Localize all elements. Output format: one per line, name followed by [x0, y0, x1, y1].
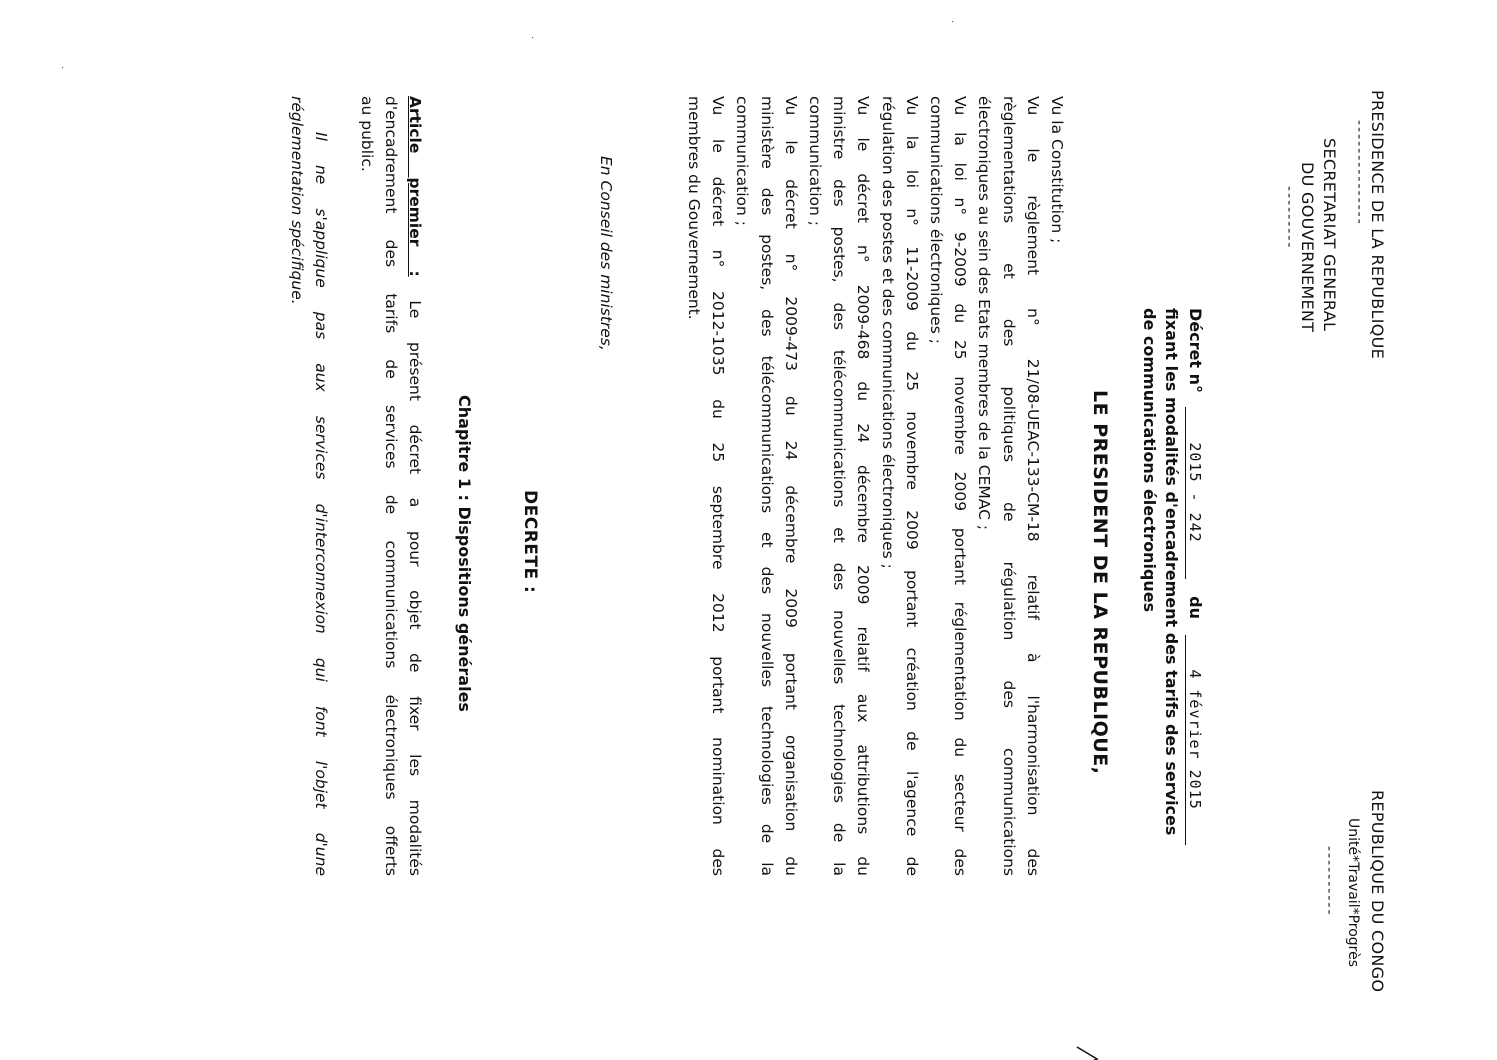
chapter-heading: Chapitre 1 : Dispositions générales — [455, 395, 474, 712]
scan-speck: · — [946, 20, 957, 24]
visa-line: régulation des postes et des communications électroniques ; — [878, 96, 897, 569]
visa-line: Vu la Constitution ; — [1048, 96, 1066, 244]
scan-speck: · — [526, 36, 537, 40]
conseil-line: En Conseil des ministres, — [597, 156, 615, 351]
decree-date: 4 février 2015 — [1185, 635, 1204, 845]
decree-number-line — [1185, 308, 1205, 845]
article-1-line-1 — [403, 96, 427, 876]
decree-du: du — [1186, 596, 1205, 619]
visa-line: Vu le décret n° 2009-473 du 24 décembre 2009 portant organisation du — [781, 96, 800, 876]
visa-line: Vu le décret n° 2009-468 du 24 décembre 2009 relatif aux attributions du — [854, 96, 873, 876]
visa-line: ministère des postes, des télécommunications et des nouvelles technologies de la — [757, 96, 776, 876]
header-republique: REPUBLIQUE DU CONGO — [1368, 790, 1387, 993]
visa-line: Vu le règlement n° 21/08-UEAC-133-CM-18 relatif à l'harmonisation des — [1023, 96, 1042, 876]
header-dashes-1: --------------- — [1351, 120, 1367, 226]
article-1-label: Article premier : — [406, 96, 424, 277]
visa-line: ministre des postes, des télécommunications et des nouvelles technologies de la — [830, 96, 849, 876]
header-secretariat: SECRETARIAT GENERAL — [1320, 138, 1339, 332]
header-presidence: PRESIDENCE DE LA REPUBLIQUE — [1368, 90, 1387, 360]
article-1-text: Le présent décret a pour objet de fixer les modalités — [406, 300, 424, 876]
header-motto: Unité*Travail*Progrès — [1345, 818, 1361, 968]
handwritten-mark-icon — [1073, 1045, 1107, 1060]
visa-line: membres du Gouvernement. — [684, 96, 703, 320]
president-heading: LE PRESIDENT DE LA REPUBLIQUE, — [1089, 390, 1111, 775]
decree-title-2: de communications électroniques — [1140, 308, 1159, 613]
article-1-line-2: d'encadrement des tarifs de services de communications électroniques offerts — [381, 96, 400, 876]
visa-line: communication ; — [733, 96, 752, 227]
paragraph-2-line-1: Il ne s'applique pas aux services d'interconnexion qui font l'objet d'une — [312, 132, 330, 876]
paragraph-2-line-2: réglementation spécifique. — [287, 96, 306, 305]
visa-line: Vu le décret n° 2012-1035 du 25 septembre 2012 portant nomination des — [709, 96, 728, 876]
decree-number: 2015 - 242 — [1185, 407, 1204, 579]
article-1-line-3: au public. — [357, 96, 376, 172]
visas-block — [682, 96, 1069, 876]
visa-line: communications électroniques ; — [926, 96, 945, 344]
article-1 — [354, 96, 427, 876]
header-gouvernement: DU GOUVERNEMENT — [1298, 162, 1317, 333]
header-dashes-2: --------- — [1281, 186, 1297, 250]
decrete-heading: DECRETE : — [520, 490, 540, 594]
visa-line: communication ; — [805, 96, 824, 227]
visa-line: règlementations et des politiques de régulation des communications — [999, 96, 1018, 876]
visa-line: électroniques au sein des Etats membres de la CEMAC ; — [975, 96, 994, 531]
visa-line: Vu la loi n° 11-2009 du 25 novembre 2009 portant création de l'agence de — [902, 96, 921, 876]
scan-speck: · — [56, 66, 67, 70]
header-dashes-right: ---------- — [1321, 846, 1337, 917]
decree-prefix: Décret n° — [1186, 308, 1205, 393]
paragraph-2 — [285, 96, 333, 876]
decree-title-1: fixant les modalités d'encadrement des tarifs des services — [1162, 308, 1181, 836]
visa-line: Vu la loi n° 9-2009 du 25 novembre 2009 portant réglementation du secteur des — [951, 96, 970, 876]
